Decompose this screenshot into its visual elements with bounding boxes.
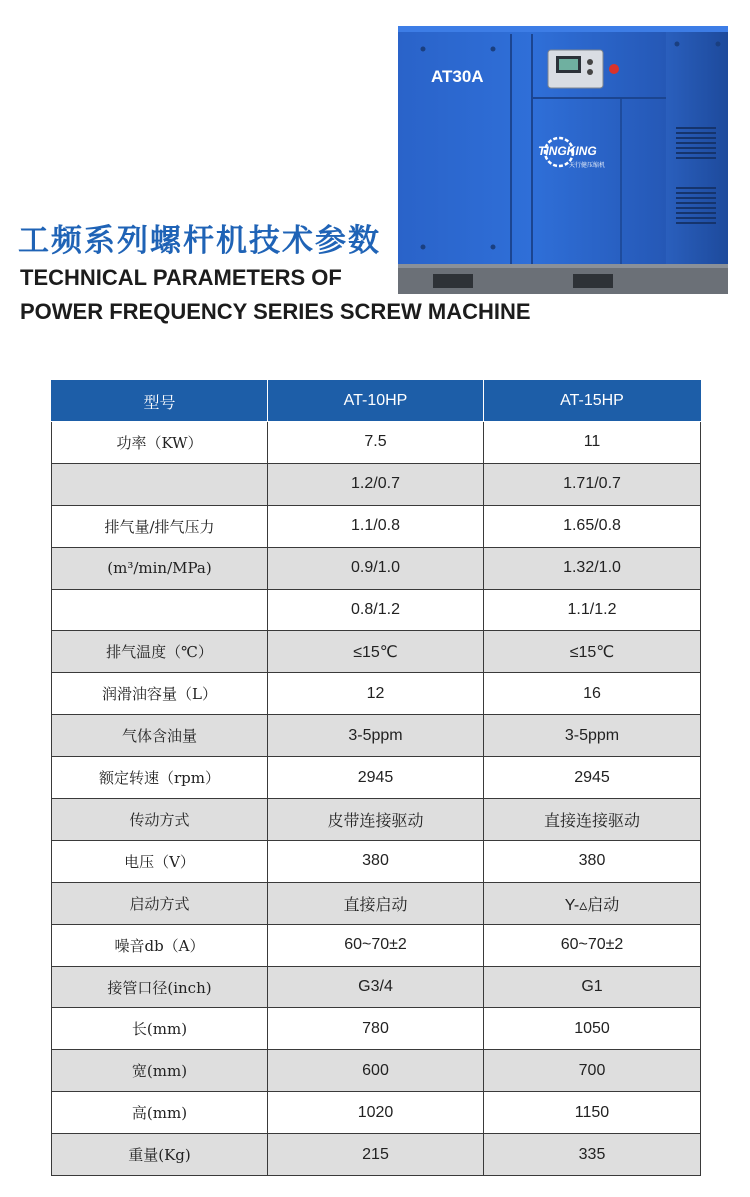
table-row xyxy=(52,1008,701,1050)
row-value-2: 1.65/0.8 xyxy=(484,505,701,547)
header-model-1: AT-10HP xyxy=(268,381,484,422)
row-value-1: 1.2/0.7 xyxy=(268,463,484,505)
table-row xyxy=(52,547,701,589)
row-value-2: 700 xyxy=(484,1050,701,1092)
table-row xyxy=(52,924,701,966)
row-label: 电压（V） xyxy=(52,840,268,882)
row-value-2: 2945 xyxy=(484,757,701,799)
row-label: 功率（KW） xyxy=(52,422,268,464)
row-label xyxy=(52,463,268,505)
row-value-2: 3-5ppm xyxy=(484,715,701,757)
row-value-2: 1.71/0.7 xyxy=(484,463,701,505)
row-label: 启动方式 xyxy=(52,882,268,924)
row-value-1: 215 xyxy=(268,1134,484,1176)
header-model-label: 型号 xyxy=(52,381,268,422)
table-row xyxy=(52,589,701,631)
row-value-2: ≤15℃ xyxy=(484,631,701,673)
table-row xyxy=(52,673,701,715)
table-row xyxy=(52,1134,701,1176)
air-compressor-image xyxy=(393,22,733,300)
row-label: 排气温度（℃） xyxy=(52,631,268,673)
table-row xyxy=(52,882,701,924)
row-value-1: 12 xyxy=(268,673,484,715)
row-value-1: 2945 xyxy=(268,757,484,799)
page-title-en-line2: POWER FREQUENCY SERIES SCREW MACHINE xyxy=(20,299,531,324)
table-row xyxy=(52,505,701,547)
row-value-2: 380 xyxy=(484,840,701,882)
row-label: 润滑油容量（L） xyxy=(52,673,268,715)
table-row xyxy=(52,1050,701,1092)
table-row xyxy=(52,840,701,882)
table-row xyxy=(52,631,701,673)
row-value-1: 380 xyxy=(268,840,484,882)
row-label: 额定转速（rpm） xyxy=(52,757,268,799)
row-value-1: 7.5 xyxy=(268,422,484,464)
header-model-2: AT-15HP xyxy=(484,381,701,422)
row-value-1: 皮带连接驱动 xyxy=(268,799,484,841)
row-value-1: ≤15℃ xyxy=(268,631,484,673)
machine-model-text: AT30A xyxy=(431,67,484,86)
row-value-1: 60~70±2 xyxy=(268,924,484,966)
row-label: 排气量/排气压力 xyxy=(52,505,268,547)
row-value-2: 11 xyxy=(484,422,701,464)
table-row xyxy=(52,757,701,799)
row-value-2: 60~70±2 xyxy=(484,924,701,966)
row-value-1: 直接启动 xyxy=(268,882,484,924)
spec-table xyxy=(51,380,701,1176)
row-value-2: 1150 xyxy=(484,1092,701,1134)
row-value-1: 1.1/0.8 xyxy=(268,505,484,547)
row-label: 长(mm) xyxy=(52,1008,268,1050)
row-value-1: G3/4 xyxy=(268,966,484,1008)
row-value-1: 600 xyxy=(268,1050,484,1092)
table-row xyxy=(52,1092,701,1134)
row-value-2: 1050 xyxy=(484,1008,701,1050)
row-value-1: 3-5ppm xyxy=(268,715,484,757)
row-label: 重量(Kg) xyxy=(52,1134,268,1176)
row-value-2: 16 xyxy=(484,673,701,715)
row-label: 高(mm) xyxy=(52,1092,268,1134)
table-row xyxy=(52,463,701,505)
row-value-1: 1020 xyxy=(268,1092,484,1134)
row-value-1: 0.8/1.2 xyxy=(268,589,484,631)
row-value-1: 780 xyxy=(268,1008,484,1050)
row-label: 接管口径(inch) xyxy=(52,966,268,1008)
table-row xyxy=(52,966,701,1008)
row-value-1: 0.9/1.0 xyxy=(268,547,484,589)
table-header-row xyxy=(52,381,701,422)
brand-sub-text: 天行健压缩机 xyxy=(569,162,606,169)
row-label: (m³/min/MPa) xyxy=(52,547,268,589)
table-row xyxy=(52,715,701,757)
row-label: 宽(mm) xyxy=(52,1050,268,1092)
table-row xyxy=(52,422,701,464)
row-label: 传动方式 xyxy=(52,799,268,841)
row-value-2: 直接连接驱动 xyxy=(484,799,701,841)
table-row xyxy=(52,799,701,841)
row-value-2: 1.32/1.0 xyxy=(484,547,701,589)
row-label: 气体含油量 xyxy=(52,715,268,757)
row-label xyxy=(52,589,268,631)
page-title-cn: 工频系列螺杆机技术参数 xyxy=(18,223,381,259)
row-value-2: 335 xyxy=(484,1134,701,1176)
row-value-2: 1.1/1.2 xyxy=(484,589,701,631)
page-title-en-line1: TECHNICAL PARAMETERS OF xyxy=(20,265,342,290)
row-label: 噪音db（A） xyxy=(52,924,268,966)
brand-logo-text: TINGKING xyxy=(538,144,597,158)
row-value-2: G1 xyxy=(484,966,701,1008)
row-value-2: Y-▵启动 xyxy=(484,882,701,924)
